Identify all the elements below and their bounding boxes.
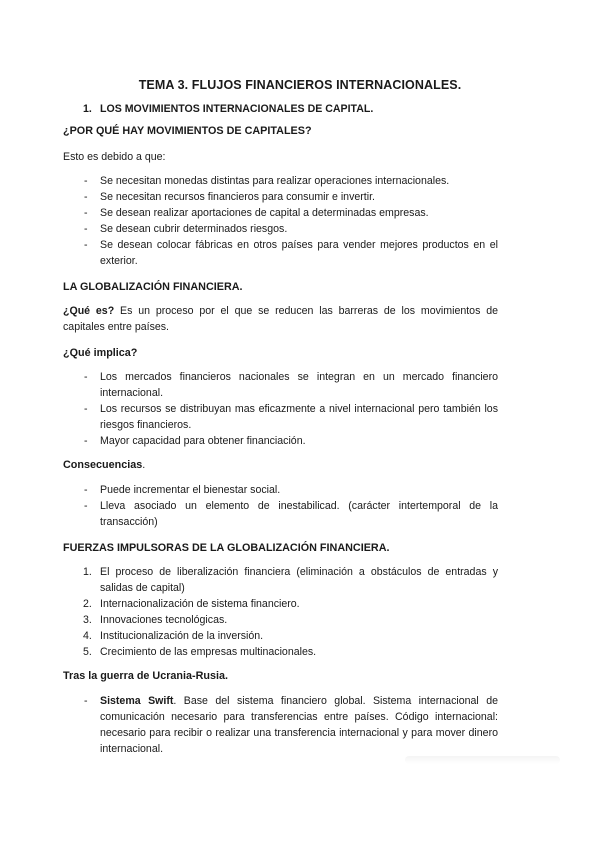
list-number: 1.	[83, 566, 92, 578]
list-item-text: Se necesitan monedas distintas para realizar operaciones internacionales.	[100, 175, 450, 187]
dash-bullet: -	[84, 695, 88, 707]
list-item	[83, 564, 498, 596]
document-title: TEMA 3. FLUJOS FINANCIEROS INTERNACIONALES.	[138, 78, 462, 92]
list-item	[84, 482, 498, 498]
list-item-text: Mayor capacidad para obtener financiación.	[100, 435, 306, 447]
list-item	[83, 644, 498, 660]
why-intro: Esto es debido a que:	[63, 151, 166, 163]
list-item-text: Se necesitan recursos financieros para consumir e invertir.	[100, 191, 375, 203]
list-item	[83, 596, 498, 612]
list-item-text: Los mercados financieros nacionales se integran en un mercado financiero internacional.	[100, 371, 498, 399]
list-item	[84, 173, 498, 189]
what-is-label: ¿Qué es?	[63, 305, 115, 317]
list-item-text: Se desean cubrir determinados riesgos.	[100, 223, 288, 235]
what-is-text: Es un proceso por el que se reducen las barreras de los movimientos de capitales entre países.	[63, 305, 498, 333]
why-heading: ¿POR QUÉ HAY MOVIMIENTOS DE CAPITALES?	[63, 125, 312, 137]
implies-heading: ¿Qué implica?	[63, 347, 138, 359]
list-item	[84, 433, 498, 449]
section-heading	[83, 101, 498, 117]
consequences-label: Consecuencias	[63, 459, 143, 471]
dash-bullet: -	[84, 500, 88, 512]
list-item	[84, 401, 498, 433]
list-item-text: Se desean colocar fábricas en otros países para vender mejores productos en el exterior.	[100, 239, 498, 267]
list-item-text: Puede incrementar el bienestar social.	[100, 484, 281, 496]
dash-bullet: -	[84, 371, 88, 383]
list-number: 1.	[83, 103, 92, 115]
consequences-list	[84, 482, 498, 530]
swift-text: . Base del sistema financiero global. Sistema internacional de comunicación necesario para transferencias entre países. Código internacional: necesario para recibir o realizar una transferencia internacional y para mover dinero internacional.	[100, 695, 498, 755]
dash-bullet: -	[84, 484, 88, 496]
list-item-text: El proceso de liberalización financiera (eliminación a obstáculos de entradas y salidas de capital)	[100, 566, 498, 594]
consequences-suffix: .	[142, 459, 146, 471]
list-number: 2.	[83, 598, 92, 610]
list-item-text: Internacionalización de sistema financiero.	[100, 598, 300, 610]
list-item	[84, 693, 498, 757]
dash-bullet: -	[84, 403, 88, 415]
war-heading: Tras la guerra de Ucrania-Rusia.	[63, 670, 229, 682]
list-item-text: Crecimiento de las empresas multinacionales.	[100, 646, 317, 658]
forces-heading: FUERZAS IMPULSORAS DE LA GLOBALIZACIÓN FINANCIERA.	[63, 542, 390, 554]
swift-label: Sistema Swift	[100, 695, 174, 707]
what-is-paragraph	[63, 303, 498, 335]
implies-list	[84, 369, 498, 449]
consequences-heading	[63, 459, 145, 471]
dash-bullet: -	[84, 223, 88, 235]
list-item-text: Innovaciones tecnológicas.	[100, 614, 228, 626]
list-item	[84, 221, 498, 237]
list-item	[84, 189, 498, 205]
list-item	[84, 237, 498, 269]
list-item	[83, 628, 498, 644]
list-number: 3.	[83, 614, 92, 626]
list-number: 5.	[83, 646, 92, 658]
dash-bullet: -	[84, 207, 88, 219]
section-heading-text: LOS MOVIMIENTOS INTERNACIONALES DE CAPITAL.	[100, 103, 374, 115]
list-item-text: Lleva asociado un elemento de inestabilicad. (carácter intertemporal de la transacción)	[100, 500, 498, 528]
section-heading-list	[83, 101, 498, 117]
list-item	[83, 612, 498, 628]
list-number: 4.	[83, 630, 92, 642]
list-item-text: Institucionalización de la inversión.	[100, 630, 264, 642]
globalization-heading: LA GLOBALIZACIÓN FINANCIERA.	[63, 281, 243, 293]
dash-bullet: -	[84, 435, 88, 447]
list-item	[84, 369, 498, 401]
list-item-text: Los recursos se distribuyan mas eficazmente a nivel internacional pero también los riesgos financieros.	[100, 403, 498, 431]
dash-bullet: -	[84, 191, 88, 203]
why-list	[84, 173, 498, 269]
war-list	[84, 693, 498, 757]
list-item	[84, 498, 498, 530]
dash-bullet: -	[84, 239, 88, 251]
list-item	[84, 205, 498, 221]
list-item-text: Se desean realizar aportaciones de capital a determinadas empresas.	[100, 207, 429, 219]
dash-bullet: -	[84, 175, 88, 187]
forces-list	[83, 564, 498, 660]
page-shadow	[405, 756, 560, 764]
